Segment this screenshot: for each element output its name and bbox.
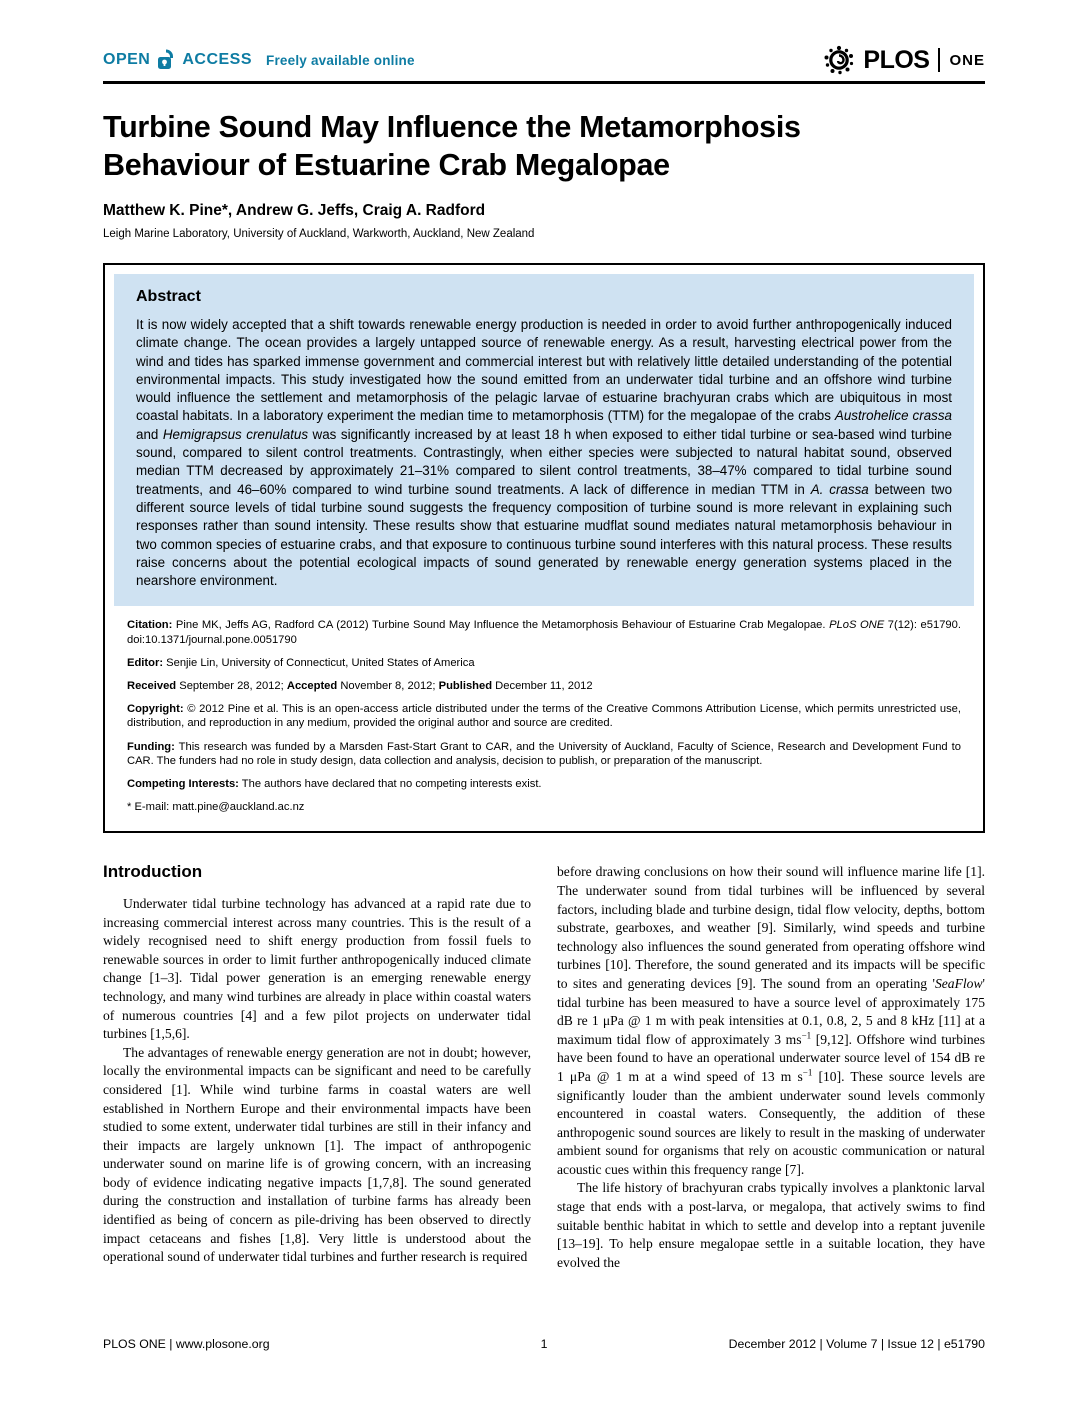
abstract-body: It is now widely accepted that a shift towards renewable energy production is needed in order to avoid further anthropogenically induced climate change. The ocean provides a largely untapped source of renewable energy. As a result, harvesting electrical power from the wind and tides has sparked immense government and commercial interest but with relatively little detailed understanding of the potential environmental impacts. This study investigated how the sound emitted from an underwater tidal turbine and an offshore wind turbine would influence the settlement and metamorphosis of the pelagic larvae of estuarine brachyuran crabs which are ubiquitous in most coastal habitats. In a laboratory experiment the median time to metamorphosis (TTM) for the megalopae of the crabs Austrohelice crassa and Hemigrapsus crenulatus was significantly increased by at least 18 h when exposed to either tidal turbine or sea-based wind turbine sound, compared to silent control treatments. Contrastingly, when either species were subjected to natural habitat sound, observed median TTM decreased by approximately 21–31% compared to silent control treatments, 38–47% compared to tidal turbine sound treatments, and 46–60% compared to wind turbine sound treatments. A lack of difference in median TTM in A. crassa between two different source levels of tidal turbine sound suggests the frequency composition of turbine sound is more relevant in explaining such responses rather than sound intensity. These results show that estuarine mudflat sound mediates natural metamorphosis behaviour in two common species of estuarine crabs, and that exposure to continuous turbine sound interferes with this natural process. These results raise concerns about the potential ecological impacts of sound generated by renewable energy generation systems placed in the nearshore environment. bbox=[136, 317, 953, 589]
intro-paragraph: Underwater tidal turbine technology has advanced at a rapid rate due to increasing commercial interest across many countries. This is the result of a widely recognised need to shift energy production from fossil fuels to renewable sources in order to limit further anthropogenically induced climate change [1–3]. Tidal power generation is an emerging renewable energy technology, and many wind turbines are already in place within coastal waters of numerous countries [4] and a few pilot projects on underwater tidal turbines [1,5,6]. bbox=[103, 895, 531, 1042]
plos-gear-icon bbox=[822, 43, 856, 77]
citation-line: Citation: Pine MK, Jeffs AG, Radford CA (2012) Turbine Sound May Influence the Metamorphosis Behaviour of Estuarine Crab Megalopae. PLoS ONE 7(12): e51790. doi:10.1371/journal.pone.0051790 bbox=[127, 618, 961, 646]
article-authors: Matthew K. Pine*, Andrew G. Jeffs, Craig A. Radford bbox=[103, 202, 486, 219]
open-access-banner bbox=[103, 48, 415, 72]
footer-journal-label: PLOS ONE | www.plosone.org bbox=[103, 1337, 270, 1351]
abstract-heading: Abstract bbox=[136, 288, 201, 305]
brand-divider bbox=[938, 48, 940, 72]
page-footer bbox=[103, 1337, 985, 1351]
open-access-access-label: ACCESS bbox=[182, 51, 253, 68]
footer-issue-info: December 2012 | Volume 7 | Issue 12 | e51790 bbox=[728, 1337, 985, 1351]
masthead bbox=[103, 46, 985, 74]
left-column bbox=[103, 863, 531, 1272]
open-access-lock-icon bbox=[156, 48, 176, 72]
plos-brand-label: PLOS bbox=[863, 45, 930, 74]
freely-available-label: Freely available online bbox=[266, 52, 415, 68]
open-access-open-label: OPEN bbox=[103, 51, 151, 68]
intro-paragraph: The life history of brachyuran crabs typically involves a planktonic larval stage that ends with a post-larva, or megalopa, that actively swims to find suitable benthic habitat in which to settle and develop into a reptant juvenile [13–19]. To help ensure megalopae settle in a suitable location, they have evolved the bbox=[557, 1180, 985, 1270]
funding-line: Funding: This research was funded by a Marsden Fast-Start Grant to CAR, and the University of Auckland, Faculty of Science, Research and Development Fund to CAR. The funders had no role in study design, data collection and analysis, decision to publish, or preparation of the manuscript. bbox=[127, 740, 961, 768]
article-body bbox=[103, 863, 985, 1272]
abstract-panel bbox=[114, 274, 974, 606]
footer-page-number: 1 bbox=[540, 1337, 548, 1351]
plos-one-logo bbox=[822, 43, 985, 77]
intro-paragraph: before drawing conclusions on how their sound will influence marine life [1]. The underwater sound from tidal turbines will be influenced by several factors, including blade and turbine design, tidal flow velocity, depths, bottom substrate, gearboxes, and weather [9]. Similarly, wind speeds and turbine technology also influences the sound generated from operating offshore wind turbines [10]. Therefore, the sound generated and its impacts will be specific to sites and generating devices [9]. The sound from an operating 'SeaFlow' tidal turbine has been measured to have a source level of approximately 175 dB re 1 μPa @ 1 m with peak intensities at 0.1, 0.8, 2, 5 and 8 kHz [11] at a maximum tidal flow of approximately 3 $ms^{-1}$ [9,12]. Offshore wind turbines have been found to have an operational underwater source level of 154 dB re 1 μPa @ 1 m at a wind speed of 13 m $s^{-1}$ [10]. These source levels are significantly louder than the ambient underwater sound levels commonly encountered in coastal waters. Consequently, the addition of these anthropogenic sound sources are likely to result in the masking of underwater ambient sound for organisms that rely on acoustic communication or natural acoustic cues within this frequency range [7]. bbox=[557, 864, 985, 1177]
copyright-line: Copyright: © 2012 Pine et al. This is an open-access article distributed under the terms of the Creative Commons Attribution License, which permits unrestricted use, distribution, and reproduction in any medium, provided the original author and source are credited. bbox=[127, 702, 961, 730]
editor-line: Editor: Senjie Lin, University of Connecticut, United States of America bbox=[127, 656, 475, 669]
article-metadata bbox=[114, 606, 974, 829]
dates-line: Received September 28, 2012; Accepted November 8, 2012; Published December 11, 2012 bbox=[127, 679, 593, 692]
article-title: Turbine Sound May Influence the Metamorphosis Behaviour of Estuarine Crab Megalopae bbox=[103, 110, 801, 182]
intro-paragraph: The advantages of renewable energy generation are not in doubt; however, locally the environmental impacts can be significant and need to be carefully considered [1]. While wind turbine farms in coastal waters are well established in Northern Europe and their environmental impacts have been studied to some extent, underwater tidal turbines are still in their infancy and their impacts are largely unknown [1]. The impact of anthropogenic underwater sound on marine life is of growing concern, with an increasing body of evidence indicating negative impacts [1,7,8]. The sound generated during the construction and installation of turbine farms has already been identified as being of concern as pile-driving has been observed to directly impact cetaceans and fishes [1,8]. Very little is understood about the operational sound of underwater tidal turbines and further research is required bbox=[103, 1044, 531, 1265]
right-column bbox=[557, 863, 985, 1272]
plos-edition-label: ONE bbox=[949, 51, 985, 69]
abstract-metadata-box bbox=[103, 263, 985, 833]
article-affiliation: Leigh Marine Laboratory, University of Auckland, Warkworth, Auckland, New Zealand bbox=[103, 228, 535, 240]
email-line: * E-mail: matt.pine@auckland.ac.nz bbox=[127, 801, 305, 814]
masthead-rule bbox=[103, 81, 985, 84]
competing-interests-line: Competing Interests: The authors have declared that no competing interests exist. bbox=[127, 778, 542, 791]
introduction-heading: Introduction bbox=[103, 862, 203, 882]
